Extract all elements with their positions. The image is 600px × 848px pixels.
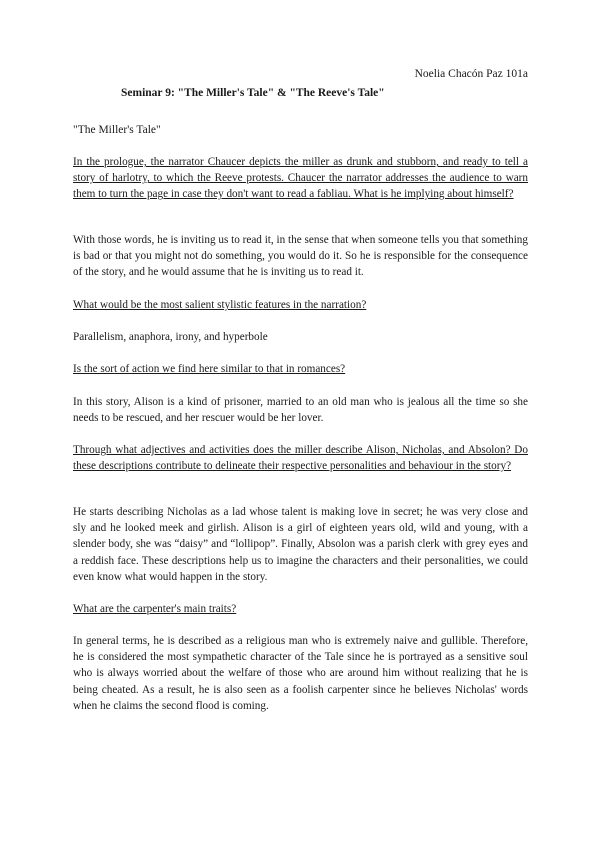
page-title: Seminar 9: "The Miller's Tale" & "The Reeve's Tale" [121, 87, 385, 99]
answer-1: With those words, he is inviting us to read it, in the sense that when someone tells you that something is bad or that you might not do something, you would do it. So he is responsible for the consequence of the story, and he would assume that he is inviting us to read it. [73, 234, 528, 279]
question-4: Through what adjectives and activities does the miller describe Alison, Nicholas, and Absolon? Do these descriptions contribute to delineate their respective personalities and behaviour in the story? [73, 444, 528, 473]
answer-3: In this story, Alison is a kind of prisoner, married to an old man who is jealous all the time so she needs to be rescued, and her rescuer would be her lover. [73, 396, 528, 425]
question-5: What are the carpenter's main traits? [73, 603, 237, 615]
answer-5: In general terms, he is described as a religious man who is extremely naive and gullible. Therefore, he is considered the most sympathetic character of the Tale since he is portrayed as a sensitive soul who is always worried about the welfare of those who are around him without realizing that he is being cheated. As a result, he is also seen as a foolish carpenter since he believes Nicholas' words when he claims the second flood is coming. [73, 635, 528, 712]
section-title: "The Miller's Tale" [73, 124, 161, 136]
answer-4: He starts describing Nicholas as a lad whose talent is making love in secret; he was very close and sly and he looked meek and girlish. Alison is a girl of eighteen years old, wild and young, with a slender body, she was “daisy” and “lollipop”. Finally, Absolon was a parish clerk with grey eyes and a reddish face. These descriptions help us to imagine the characters and their personalities, we could even know what would happen in the story. [73, 506, 528, 583]
question-1: In the prologue, the narrator Chaucer depicts the miller as drunk and stubborn, and ready to tell a story of harlotry, to which the Reeve protests. Chaucer the narrator addresses the audience to warn them to turn the page in case they don't want to read a fabliau. What is he implying about himself? [73, 156, 528, 201]
author-line: Noelia Chacón Paz 101a [414, 68, 528, 80]
question-3: Is the sort of action we find here similar to that in romances? [73, 363, 346, 375]
answer-2: Parallelism, anaphora, irony, and hyperbole [73, 331, 268, 343]
question-2: What would be the most salient stylistic features in the narration? [73, 299, 367, 311]
